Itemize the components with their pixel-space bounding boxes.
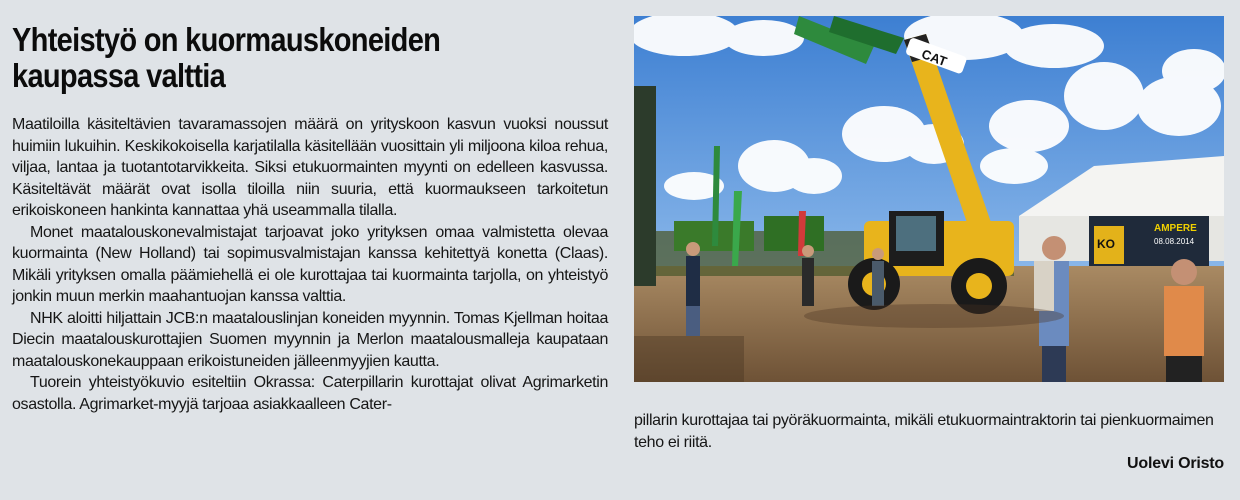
banner-date: 08.08.2014: [1154, 237, 1195, 246]
continuation-text: [634, 410, 1226, 453]
paragraph-1: Maatiloilla käsiteltävien tavaramassojen määrä on yrityskoon kasvun vuoksi noussut huimiin lukuihin. Keskikokoisella karjatilalla käsitellään vuosittain yli miljoona kiloa rehua, viljaa, lantaa ja tuotantotarvikkeita. Siksi etukuormainten myynti on edelleen kasvussa. Käsiteltävät määrät ovat isolla tiloilla niin suuria, että kuormaukseen tarkoitetun erikoiskoneen hankinta kannattaa yhä useammalla tilalla.: [12, 116, 608, 219]
author-byline: Uolevi Oristo: [1127, 455, 1224, 472]
paragraph-4: Tuorein yhteistyökuvio esiteltiin Okrassa: Caterpillarin kurottajat olivat Agrimarketin osastolla. Agrimarket-myyjä tarjoaa asiakkaalleen Cater-: [12, 374, 608, 413]
paragraph-2: Monet maatalouskonevalmistajat tarjoavat joko yrityksen omaa valmistetta olevaa kuormainta (New Holland) tai sopimusvalmistajan kanssa kehitettyä konetta (Claas). Mikäli yrityksen omalla päämiehellä ei ole kurottajaa tai kuormainta tarjolla, on yhteistyö jonkin muun merkin maahantuojan kanssa valttia.: [12, 223, 608, 305]
article-photo: [634, 16, 1224, 382]
banner-text-1: AMPERE: [1154, 223, 1197, 234]
left-building: [634, 86, 656, 286]
cat-sign: CAT: [919, 46, 949, 70]
banner-text-2: KO: [1097, 237, 1115, 251]
headline-line-2: kaupassa valttia: [12, 57, 226, 94]
headline-line-1: Yhteistyö on kuormauskoneiden: [12, 21, 441, 58]
article-body: [12, 114, 608, 415]
paragraph-3: NHK aloitti hiljattain JCB:n maatalouslinjan koneiden myynnin. Tomas Kjellman hoitaa Diecin maatalouskurottajien Suomen myynnin ja Merlon maatalousmalleja kaupataan maatalouskonekauppaan erikoistuneiden jälleenmyyjien kautta.: [12, 309, 608, 370]
continuation-paragraph: pillarin kurottajaa tai pyöräkuormainta, mikäli etukuormaintraktorin tai pienkuormaimen teho ei riitä.: [634, 412, 1214, 451]
headline: [12, 22, 505, 94]
left-column: [12, 21, 612, 413]
